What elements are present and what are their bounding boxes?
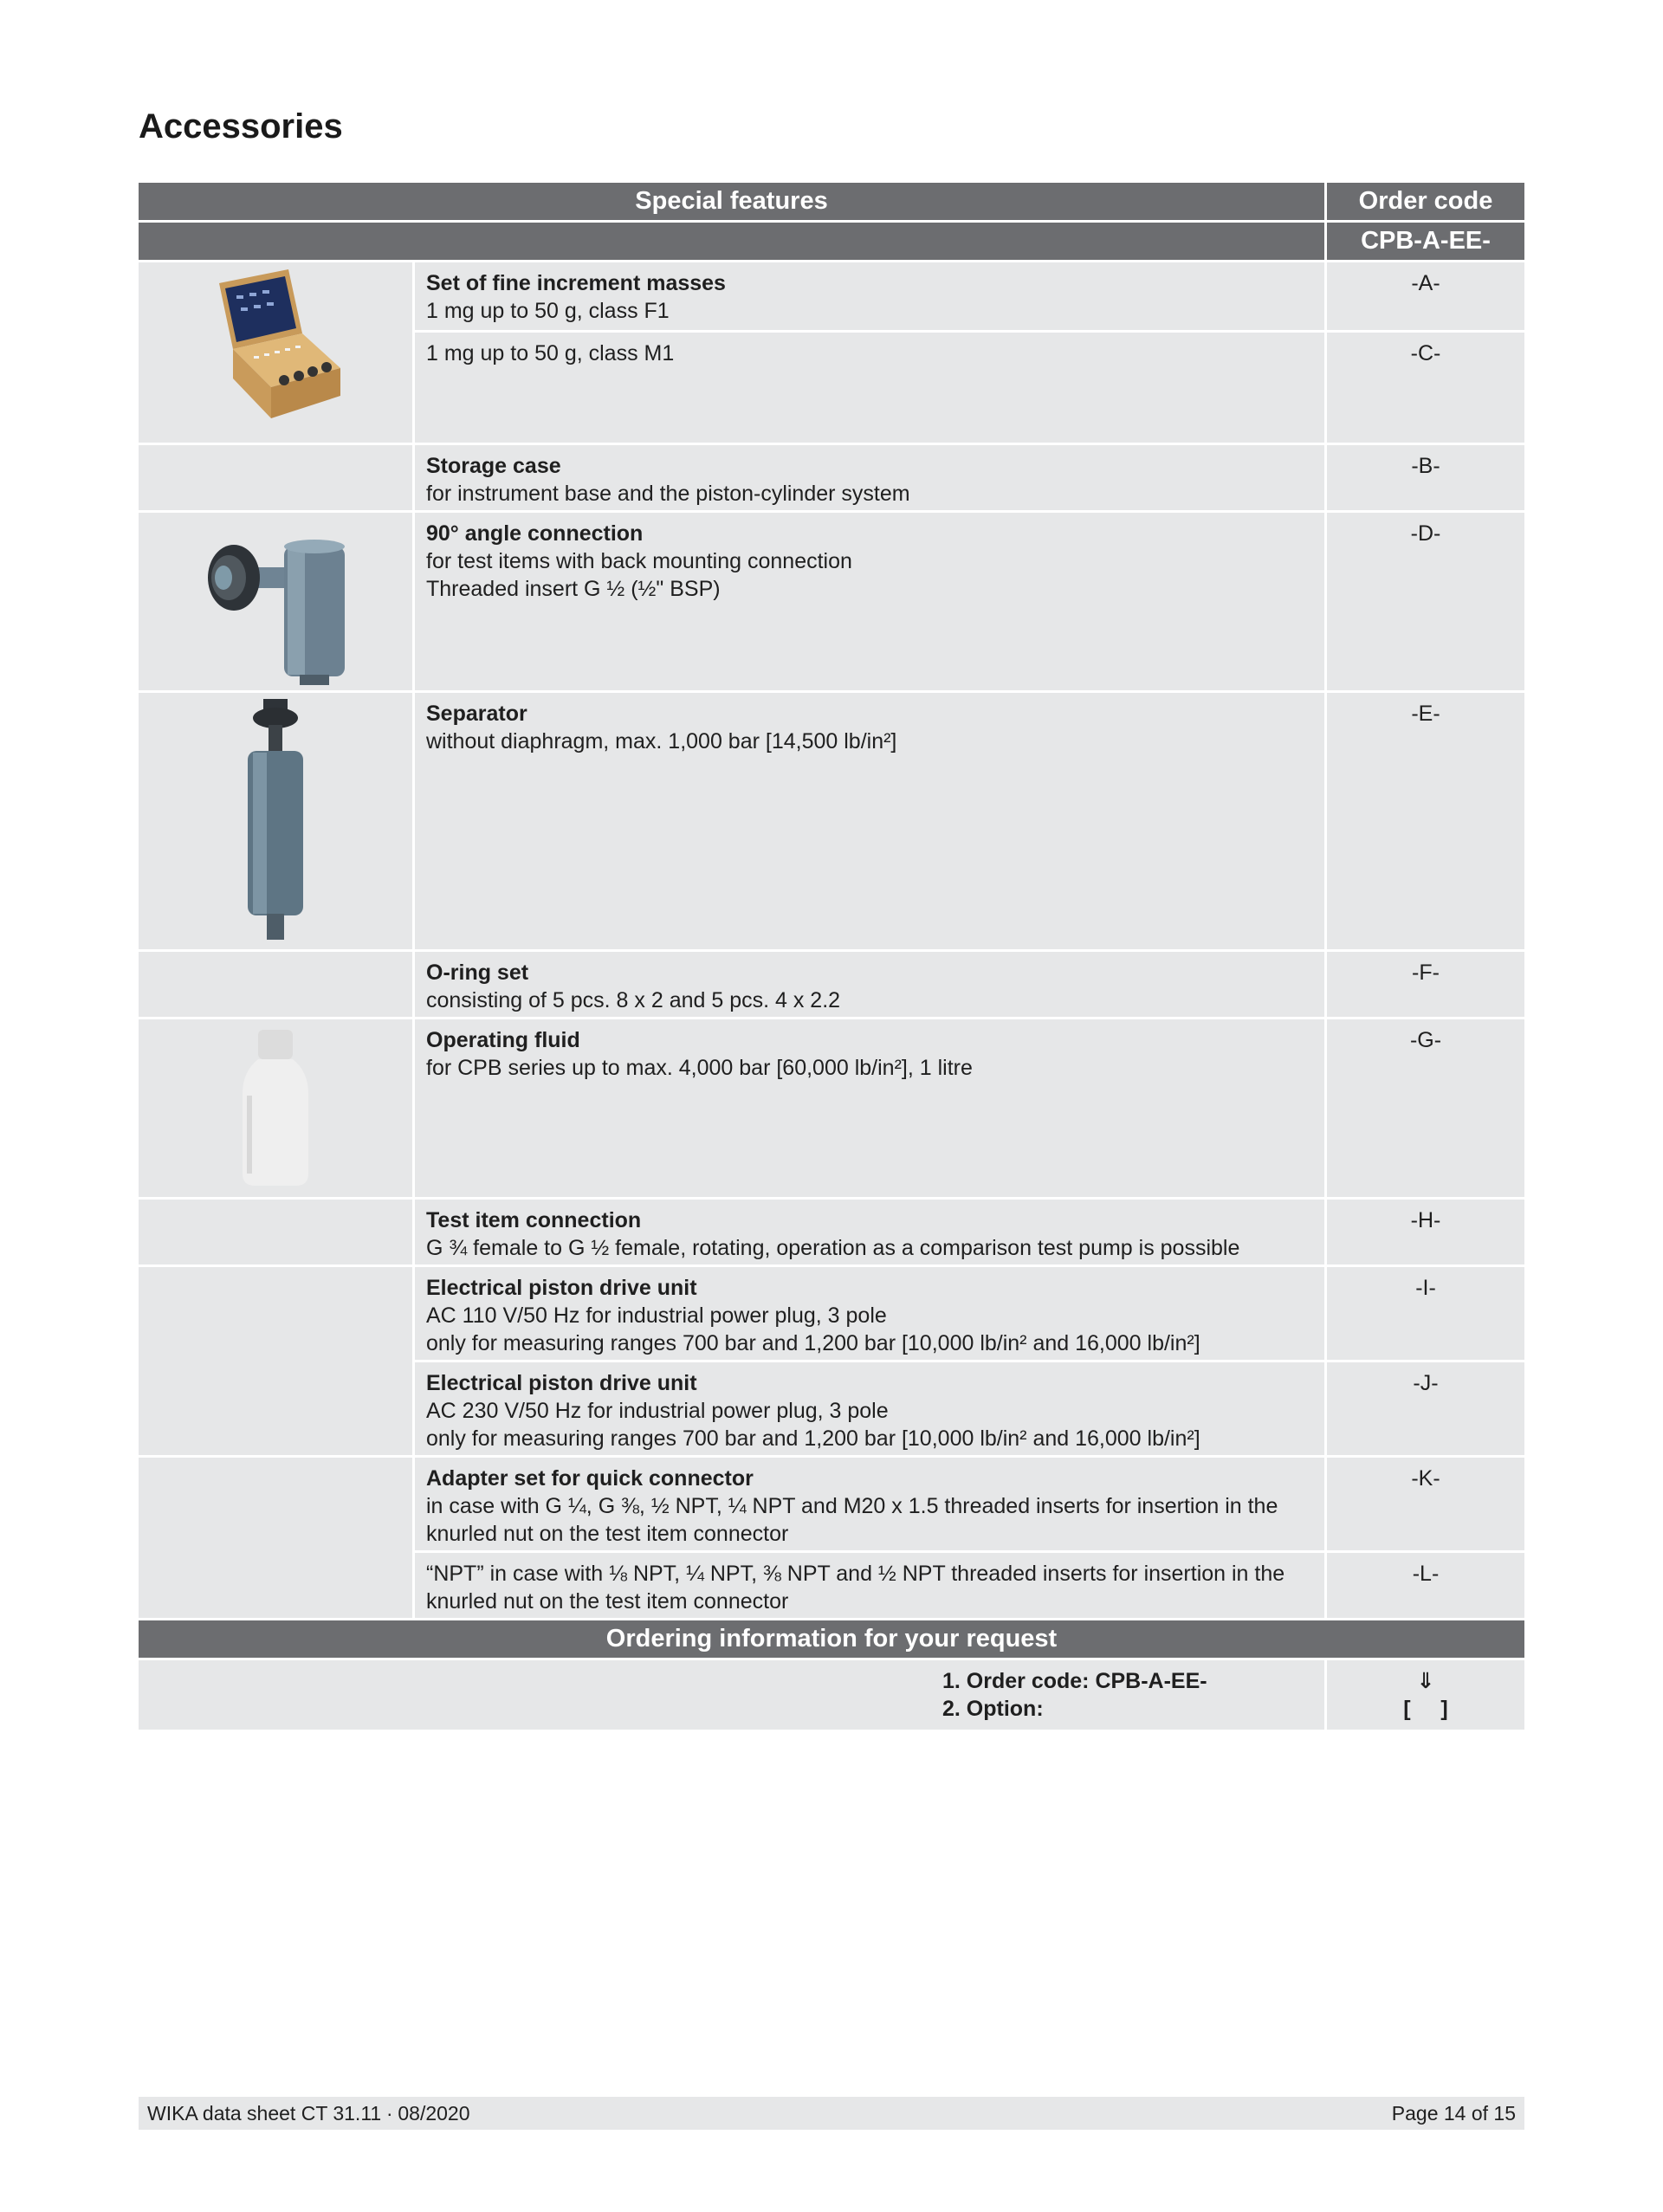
- row-title: O-ring set: [426, 960, 529, 985]
- angle-connection-icon: [197, 515, 353, 689]
- row-desc: “NPT” in case with ⅛ NPT, ¼ NPT, ⅜ NPT and ½ NPT threaded inserts for insertion in the knurled nut on the test item connector: [426, 1562, 1285, 1614]
- header-order-prefix: CPB-A-EE-: [1327, 223, 1524, 260]
- row-desc: 1 mg up to 50 g, class M1: [426, 341, 675, 365]
- row-title: Electrical piston drive unit: [426, 1371, 697, 1395]
- empty-image-cell: [139, 1458, 412, 1618]
- row-fine-masses-f1: [415, 262, 1324, 330]
- empty-image-cell: [139, 1200, 412, 1264]
- row-title: Storage case: [426, 454, 561, 478]
- separator-icon: [232, 695, 319, 947]
- empty-image-cell: [139, 445, 412, 510]
- accessories-table: [139, 183, 1524, 1730]
- row-desc: without diaphragm, max. 1,000 bar [14,500 lb/in²]: [426, 729, 897, 754]
- row-test-item-connection: [415, 1200, 1324, 1264]
- row-desc: in case with G ¼, G ⅜, ½ NPT, ¼ NPT and M20 x 1.5 threaded inserts for insertion in the knurled nut on the test item connector: [426, 1494, 1278, 1546]
- row-title: 90° angle connection: [426, 521, 644, 546]
- row-separator: [415, 693, 1324, 949]
- row-desc: Threaded insert G ½ (½" BSP): [426, 577, 721, 601]
- order-code-k: -K-: [1327, 1458, 1524, 1550]
- ordering-code-cell: [1327, 1660, 1524, 1730]
- order-code-j: -J-: [1327, 1362, 1524, 1455]
- row-fine-masses-m1: [415, 333, 1324, 443]
- row-title: Adapter set for quick connector: [426, 1466, 754, 1491]
- row-desc: AC 230 V/50 Hz for industrial power plug, 3 pole: [426, 1399, 889, 1423]
- row-operating-fluid: [415, 1019, 1324, 1197]
- mass-set-case-image: [139, 262, 412, 443]
- order-code-l: -L-: [1327, 1553, 1524, 1618]
- footer-page-number: Page 14 of 15: [1391, 2101, 1516, 2125]
- row-adapter-set: [415, 1458, 1324, 1550]
- row-drive-unit-110: [415, 1267, 1324, 1360]
- row-storage-case: [415, 445, 1324, 510]
- row-desc: G ¾ female to G ½ female, rotating, operation as a comparison test pump is possible: [426, 1236, 1240, 1260]
- ordering-header: Ordering information for your request: [139, 1620, 1524, 1658]
- row-o-ring-set: [415, 952, 1324, 1017]
- order-code-d: -D-: [1327, 513, 1524, 690]
- ordering-line-order-code: 1. Order code: CPB-A-EE-: [942, 1669, 1207, 1693]
- footer-datasheet: WIKA data sheet CT 31.11 ∙ 08/2020: [147, 2101, 470, 2125]
- order-code-i: -I-: [1327, 1267, 1524, 1360]
- row-title: Operating fluid: [426, 1028, 580, 1052]
- row-title: Set of fine increment masses: [426, 271, 726, 295]
- empty-image-cell: [139, 1267, 412, 1455]
- row-adapter-set-npt: [415, 1553, 1324, 1618]
- row-desc: 1 mg up to 50 g, class F1: [426, 299, 670, 323]
- order-code-g: -G-: [1327, 1019, 1524, 1197]
- header-order-code: Order code: [1327, 183, 1524, 220]
- row-desc: for CPB series up to max. 4,000 bar [60,000 lb/in²], 1 litre: [426, 1056, 973, 1080]
- fluid-bottle-icon: [232, 1026, 319, 1191]
- row-desc: only for measuring ranges 700 bar and 1,200 bar [10,000 lb/in² and 16,000 lb/in²]: [426, 1331, 1200, 1355]
- page-footer: [139, 2097, 1524, 2130]
- row-desc: for test items with back mounting connection: [426, 549, 852, 573]
- mass-set-case-icon: [202, 266, 349, 439]
- order-code-c: -C-: [1327, 333, 1524, 443]
- angle-connection-image: [139, 513, 412, 690]
- row-desc: AC 110 V/50 Hz for industrial power plug, 3 pole: [426, 1303, 887, 1328]
- down-arrow-icon: ⇓: [1416, 1669, 1435, 1693]
- ordering-line-option: 2. Option:: [942, 1697, 1044, 1721]
- empty-image-cell: [139, 952, 412, 1017]
- order-code-b: -B-: [1327, 445, 1524, 510]
- fluid-bottle-image: [139, 1019, 412, 1197]
- row-angle-connection: [415, 513, 1324, 690]
- separator-image: [139, 693, 412, 949]
- option-bracket: [ ]: [1403, 1697, 1448, 1721]
- ordering-lines: [139, 1660, 1324, 1730]
- row-title: Electrical piston drive unit: [426, 1276, 697, 1300]
- row-title: Test item connection: [426, 1208, 642, 1232]
- order-code-h: -H-: [1327, 1200, 1524, 1264]
- row-desc: for instrument base and the piston-cylinder system: [426, 482, 910, 506]
- row-drive-unit-230: [415, 1362, 1324, 1455]
- row-desc: consisting of 5 pcs. 8 x 2 and 5 pcs. 4 x 2.2: [426, 988, 841, 1012]
- page-title: Accessories: [139, 107, 343, 146]
- order-code-f: -F-: [1327, 952, 1524, 1017]
- header-special-features: Special features: [139, 183, 1324, 220]
- row-title: Separator: [426, 702, 527, 726]
- order-code-e: -E-: [1327, 693, 1524, 949]
- header-blank: [139, 223, 1324, 260]
- row-desc: only for measuring ranges 700 bar and 1,200 bar [10,000 lb/in² and 16,000 lb/in²]: [426, 1426, 1200, 1451]
- order-code-a: -A-: [1327, 262, 1524, 330]
